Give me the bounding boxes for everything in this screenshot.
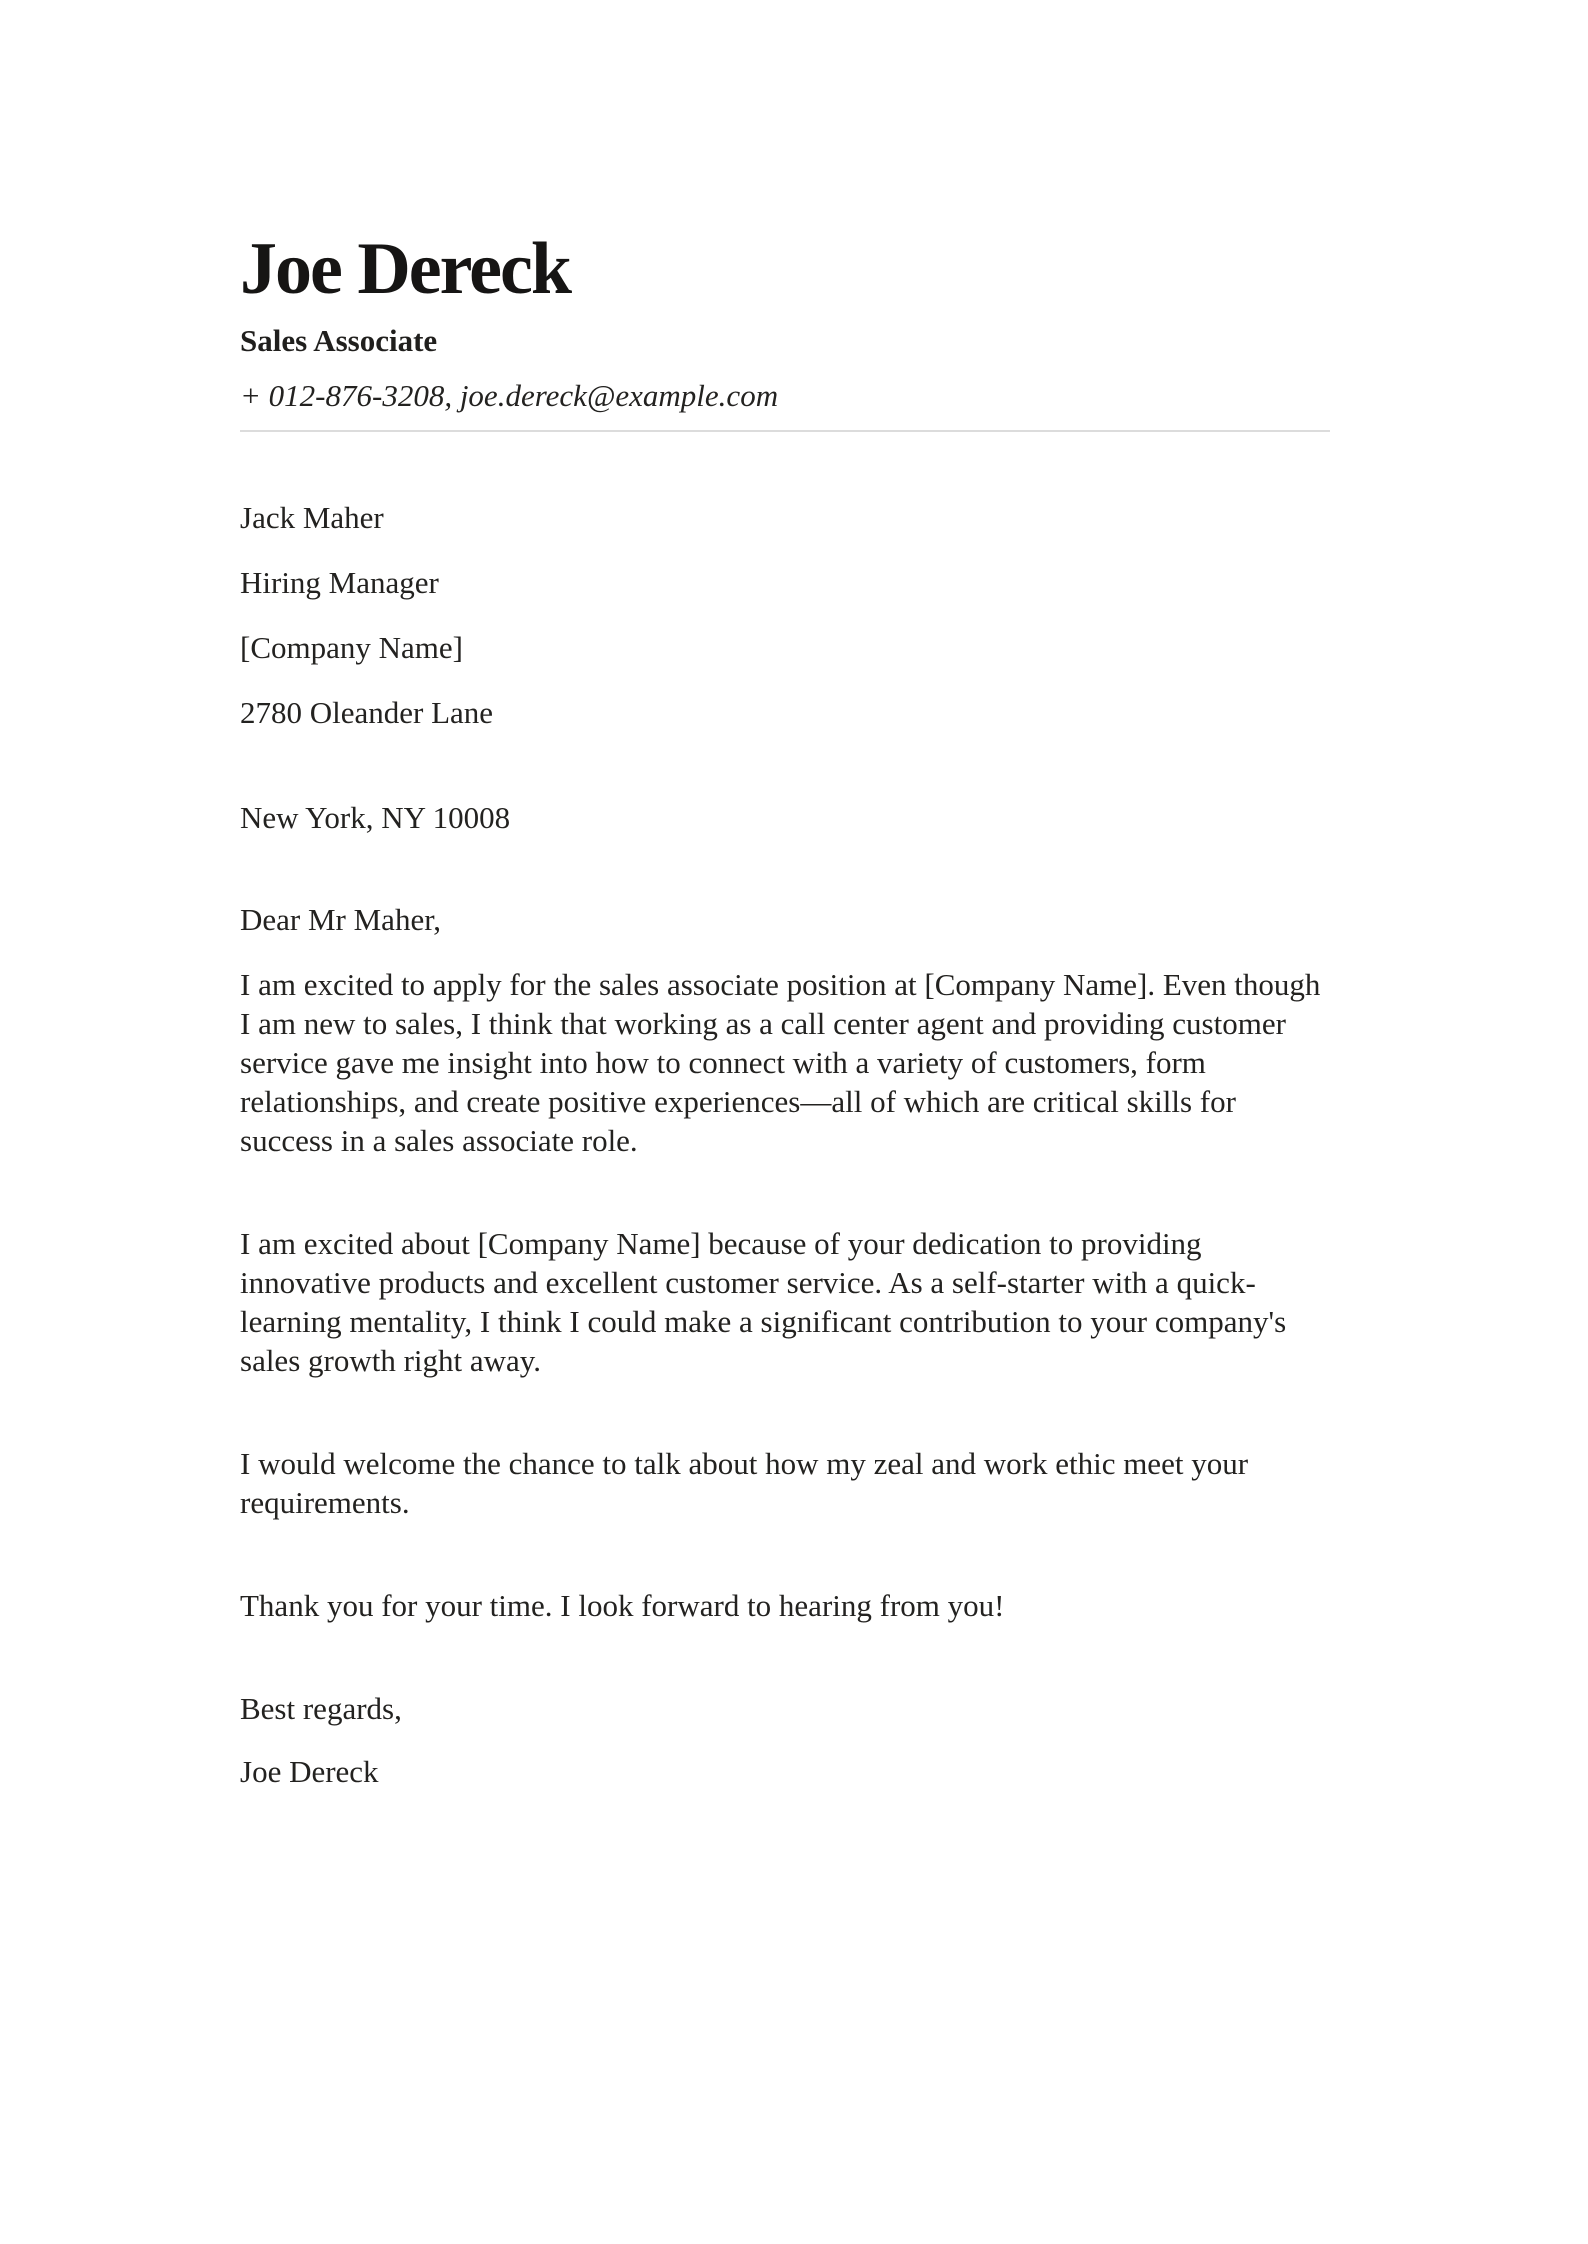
body-paragraph-2: I am excited about [Company Name] because of your dedication to providing innovative products and excellent customer service. As a self-starter with a quick-learning mentality, I think I could make a significant contribution to your company's sales growth right away. (240, 1226, 1287, 1379)
recipient-name: Jack Maher (240, 500, 384, 536)
recipient-block (240, 498, 1330, 837)
salutation: Dear Mr Maher, (240, 902, 442, 938)
header-divider (240, 430, 1330, 432)
closing-line: Best regards, (240, 1691, 402, 1727)
letter-body (240, 900, 1330, 1791)
recipient-address: 2780 Oleander Lane (240, 695, 494, 731)
recipient-role: Hiring Manager (240, 565, 439, 601)
sender-contact-line: + 012-876-3208, joe.dereck@example.com (240, 378, 779, 414)
body-paragraph-1: I am excited to apply for the sales associate position at [Company Name]. Even though I am new to sales, I think that working as a call center agent and providing customer service gave me insight into how to connect with a variety of customers, form relationships, and create positive experiences—all of which are critical skills for success in a sales associate role. (240, 967, 1321, 1159)
recipient-city: New York, NY 10008 (240, 800, 511, 836)
sender-job-title: Sales Associate (240, 323, 438, 358)
sender-name: Joe Dereck (240, 228, 570, 310)
body-paragraph-3: I would welcome the chance to talk about how my zeal and work ethic meet your requirements. (240, 1446, 1249, 1521)
recipient-company: [Company Name] (240, 630, 463, 666)
body-paragraph-4: Thank you for your time. I look forward to hearing from you! (240, 1588, 1005, 1624)
letter-header (240, 228, 1330, 432)
signature-name: Joe Dereck (240, 1754, 379, 1790)
